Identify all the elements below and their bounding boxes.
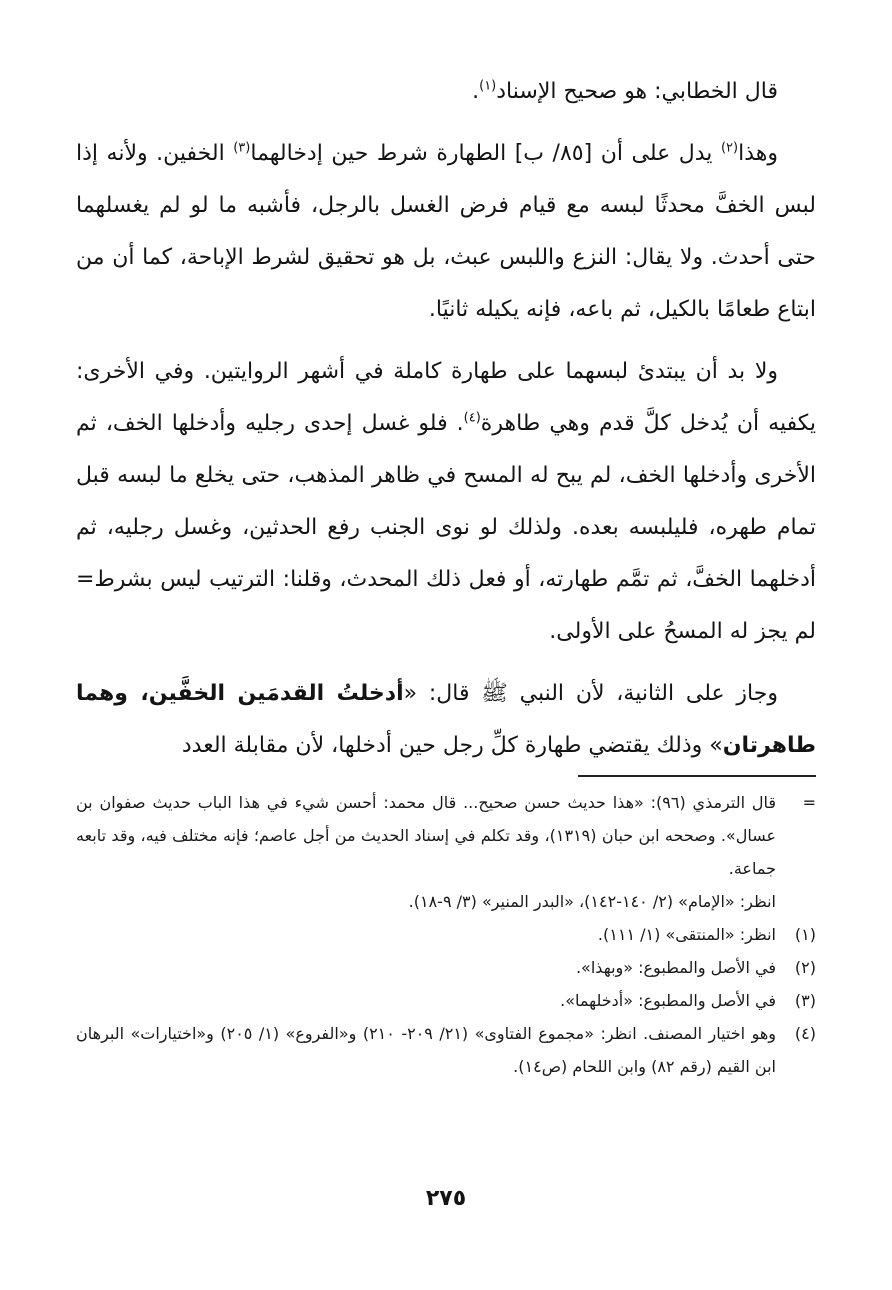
paragraph-4 [76, 668, 816, 772]
paragraph-1-end: . [472, 79, 480, 104]
footnote-1-text: انظر: «المنتقى» (١/ ١١١). [597, 925, 776, 944]
footnote-3-mark: (٣) [794, 991, 816, 1010]
footnote-continuation-text: قال الترمذي (٩٦): «هذا حديث حسن صحيح... قال محمد: أحسن شيء في هذا الباب حديث صفوان بن عسال». وصححه ابن حبان (١٣١٩)، وقد تكلم في إسناد الحديث من أجل عاصم؛ فإنه مختلف فيه، وقد تابعه جماعة. [76, 793, 777, 878]
page-number: ٢٧٥ [425, 1186, 467, 1211]
paragraph-4-text-a: وجاز على الثانية، لأن النبي ﷺ قال: « [403, 681, 778, 706]
footnote-4-mark: (٤) [794, 1024, 816, 1043]
paragraph-4-text-b: » وذلك يقتضي طهارة كلِّ رجل حين أدخلها، لأن مقابلة العدد [181, 733, 723, 758]
footnote-2-text: في الأصل والمطبوع: «وبهذا». [575, 958, 776, 977]
footnote-ref-4: (٤) [463, 410, 481, 426]
hadith-quote: أدخلتُ القدمَين الخفَّين، وهما طاهرتان [76, 681, 816, 758]
footnote-continuation [76, 786, 816, 918]
footnote-3 [76, 984, 816, 1017]
footnote-2 [76, 951, 816, 984]
paragraph-2-text-a: وهذا [738, 141, 778, 166]
paragraph-1 [76, 66, 816, 118]
footnote-continuation-body [76, 786, 776, 918]
footnote-1 [76, 918, 816, 951]
footnote-ref-2: (٢) [720, 140, 739, 156]
footnote-3-text: في الأصل والمطبوع: «أدخلهما». [560, 991, 776, 1010]
footnote-4 [76, 1017, 816, 1083]
continuation-mark: = [802, 793, 816, 812]
footnote-separator [578, 775, 816, 777]
footnotes [76, 786, 816, 1083]
footnote-2-mark: (٢) [794, 958, 816, 977]
paragraph-3-text-b: . فلو غسل إحدى رجليه وأدخلها الخف، ثم الأخرى وأدخلها الخف، لم يبح له المسح في ظاهر المذهب، حتى يخلع ما لبسه قبل تمام طهره، فليلبسه بعده. ولذلك لو نوى الجنب رفع الحدثين، وغسل رجليه، ثم أدخلهما الخفَّ، ثم تمَّم طهارته، أو فعل ذلك المحدث، وقلنا: الترتيب ليس بشرط= لم يجز له المسحُ على الأولى. [76, 411, 816, 644]
paragraph-1-text: قال الخطابي: هو صحيح الإسناد [496, 79, 778, 104]
paragraph-2 [76, 128, 816, 336]
paragraph-3 [76, 346, 816, 658]
footnote-4-text: وهو اختيار المصنف. انظر: «مجموع الفتاوى» (٢١/ ٢٠٩- ٢١٠) و«الفروع» (١/ ٢٠٥) و«اختيارات» البرهان ابن القيم (رقم ٨٢) وابن اللحام (ص١٤). [76, 1024, 777, 1076]
footnote-ref-1: (١) [479, 78, 497, 94]
main-text [76, 66, 816, 772]
paragraph-2-text-b: يدل على أن [٨٥/ ب] الطهارة شرط حين إدخالهما [250, 141, 721, 166]
paragraph-3-text-a: ولا بد أن يبتدئ لبسهما على طهارة كاملة في أشهر الروايتين. وفي الأخرى: يكفيه أن يُدخل كلَّ قدم وهي طاهرة [76, 359, 816, 436]
footnote-1-mark: (١) [794, 925, 816, 944]
footnote-ref-3: (٣) [233, 140, 251, 156]
footnote-continuation-ref: انظر: «الإمام» (٢/ ١٤٠-١٤٢)، «البدر المنير» (٣/ ٩-١٨). [408, 892, 776, 911]
paragraph-2-text-c: الخفين. ولأنه إذا لبس الخفَّ محدثًا لبسه مع قيام فرض الغسل بالرجل، فأشبه ما لو لم يغسلهما حتى أحدث. ولا يقال: النزع واللبس عبث، بل هو تحقيق لشرط الإباحة، كما أن من ابتاع طعامًا بالكيل، ثم باعه، فإنه يكيله ثانيًا. [76, 141, 816, 322]
